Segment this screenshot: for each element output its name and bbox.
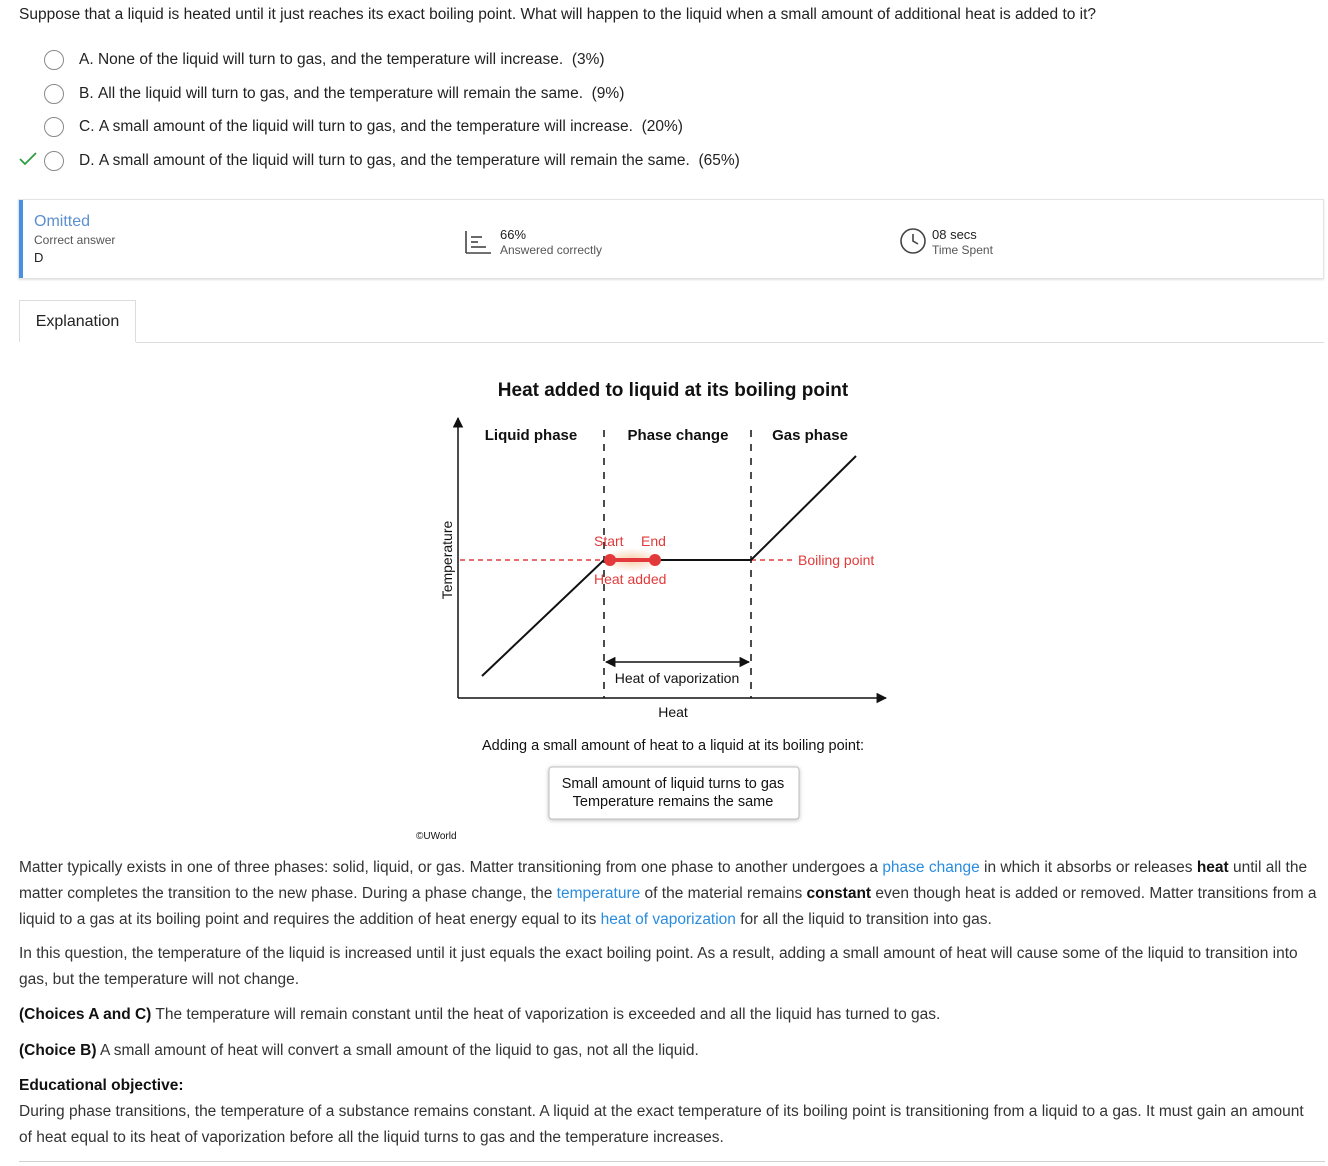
- choice-percent: (3%): [571, 51, 605, 68]
- radio-c[interactable]: [44, 117, 64, 137]
- heat-of-vaporization-label: Heat of vaporization: [614, 670, 740, 686]
- choice-text: A small amount of the liquid will turn to gas, and the temperature will remain the same.: [98, 152, 690, 169]
- radio-b[interactable]: [44, 84, 64, 104]
- heat-of-vaporization-link[interactable]: heat of vaporization: [600, 911, 736, 928]
- result-line-2: Temperature remains the same: [572, 794, 774, 810]
- time-spent-value: 08 secs: [932, 227, 977, 242]
- result-box: [549, 767, 799, 819]
- question-text: Suppose that a liquid is heated until it just reaches its exact boiling point. What will happen to the liquid when a small amount of additional heat is added to it?: [19, 6, 1097, 23]
- bottom-divider: [19, 1161, 1325, 1162]
- educational-objective-heading: Educational objective:: [19, 1077, 184, 1094]
- choice-percent: (20%): [641, 118, 683, 135]
- temperature-link[interactable]: temperature: [556, 885, 641, 902]
- phase-change-diagram: [0, 360, 1328, 850]
- x-axis-label: Heat: [658, 704, 688, 720]
- choice-text: A small amount of the liquid will turn to gas, and the temperature will increase.: [98, 118, 633, 135]
- choice-text: All the liquid will turn to gas, and the temperature will remain the same.: [97, 85, 584, 102]
- status-omitted: Omitted: [34, 213, 91, 230]
- time-spent-label: Time Spent: [932, 243, 993, 257]
- choice-percent: (65%): [698, 152, 740, 169]
- y-axis-label: Temperature: [439, 520, 455, 600]
- phase-change-label: Phase change: [627, 427, 729, 444]
- choice-text: None of the liquid will turn to gas, and the temperature will increase.: [97, 51, 564, 68]
- stats-panel: [18, 199, 1324, 279]
- correct-answer-label: Correct answer: [34, 233, 116, 247]
- result-line-1: Small amount of liquid turns to gas: [561, 776, 785, 792]
- tab-explanation[interactable]: Explanation: [19, 300, 136, 342]
- copyright: ©UWorld: [416, 831, 457, 842]
- explanation-choices-a-c: (Choices A and C) The temperature will remain constant until the heat of vaporization is exceeded and all the liquid has turned to gas.: [19, 1006, 941, 1023]
- choice-letter: B.: [79, 85, 94, 102]
- boiling-point-label: Boiling point: [798, 552, 875, 568]
- start-point: [604, 554, 616, 566]
- choice-letter: C.: [79, 118, 95, 135]
- radio-a[interactable]: [44, 50, 64, 70]
- explanation-paragraph-2: In this question, the temperature of the liquid is increased until it just equals the exact boiling point. As a result, adding a small amount of heat will cause some of the liquid to transition into gas, but the temperature will not change.: [19, 945, 1298, 988]
- heat-added-label: Heat added: [594, 571, 667, 587]
- choice-percent: (9%): [591, 85, 625, 102]
- liquid-phase-label: Liquid phase: [484, 427, 578, 444]
- percent-correct-label: Answered correctly: [500, 243, 603, 257]
- choice-letter: A.: [79, 51, 94, 68]
- choice-letter: D.: [79, 152, 95, 169]
- end-label: End: [641, 533, 666, 549]
- explanation-choice-b: (Choice B) A small amount of heat will convert a small amount of the liquid to gas, not all the liquid.: [19, 1042, 699, 1059]
- educational-objective-text: During phase transitions, the temperature of a substance remains constant. A liquid at the exact temperature of its boiling point is transitioning from a liquid to a gas. It must gain an amount of heat equal to its heat of vaporization before all the liquid turns to gas and the temperature increases.: [19, 1103, 1304, 1146]
- explanation-paragraph-1: Matter typically exists in one of three phases: solid, liquid, or gas. Matter transitioning from one phase to another undergoes a phase change in which it absorbs or releases heat until all the matter completes the transition to the new phase. During a phase change, the temperature of the material remains constant even though heat is added or removed. Matter transitions from a liquid to a gas at its boiling point and requires the addition of heat energy equal to its heat of vaporization for all the liquid to transition into gas.: [19, 859, 1317, 928]
- choice-d[interactable]: [18, 147, 740, 175]
- checkmark-icon: [18, 151, 44, 171]
- start-label: Start: [594, 533, 624, 549]
- correct-answer-value: D: [34, 250, 44, 265]
- percent-correct-value: 66%: [500, 227, 527, 242]
- tab-divider: [136, 342, 1324, 343]
- choice-c[interactable]: [18, 113, 683, 141]
- phase-change-link[interactable]: phase change: [882, 859, 980, 876]
- radio-d[interactable]: [44, 151, 64, 171]
- choice-b[interactable]: [18, 80, 624, 108]
- end-point: [649, 554, 661, 566]
- choice-a[interactable]: [18, 46, 605, 74]
- figure-caption: Adding a small amount of heat to a liquid at its boiling point:: [481, 738, 865, 754]
- clock-icon: [899, 227, 927, 260]
- bar-chart-icon: [464, 229, 492, 260]
- figure-title: Heat added to liquid at its boiling point: [497, 380, 849, 401]
- accent-bar: [19, 200, 23, 278]
- gas-phase-label: Gas phase: [772, 427, 848, 444]
